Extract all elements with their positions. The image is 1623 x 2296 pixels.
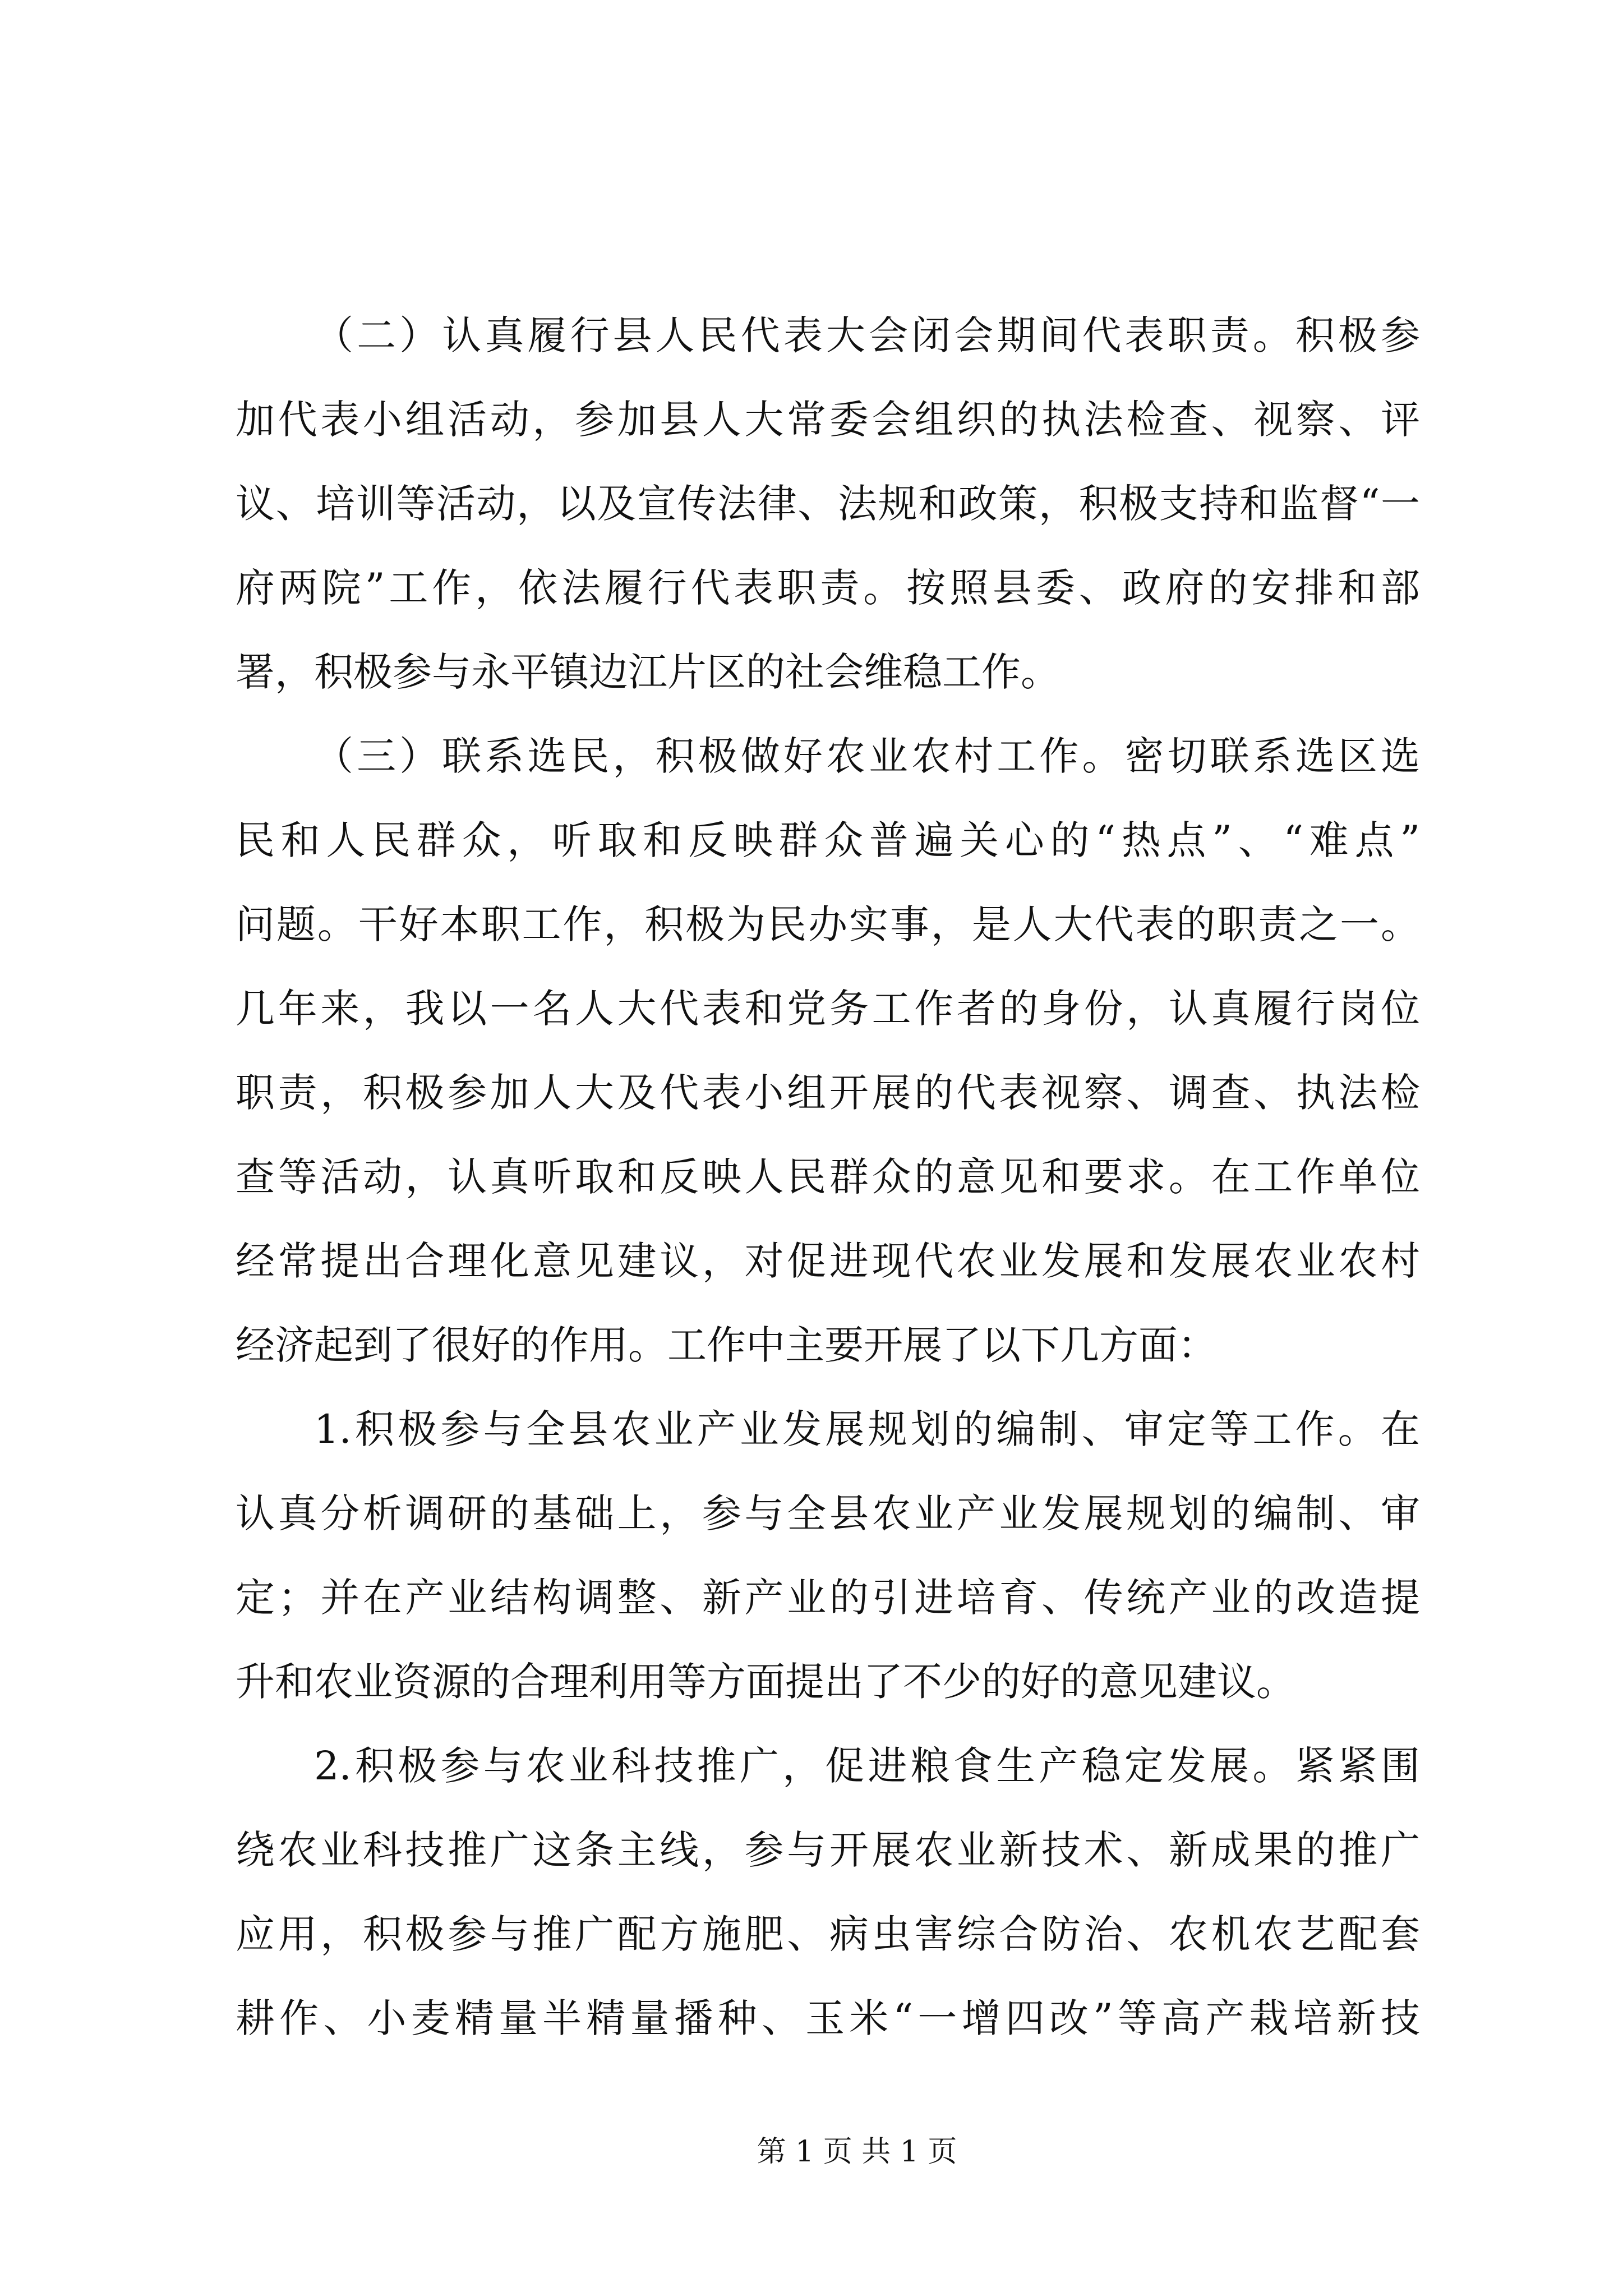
- text-line: 1.积极参与全县农业产业发展规划的编制、审定等工作。在: [314, 1406, 1420, 1452]
- text-line: 2.积极参与农业科技推广，促进粮食生产稳定发展。紧紧围: [314, 1743, 1420, 1789]
- document-body: [236, 293, 1420, 2060]
- text-line: 府两院”工作，依法履行代表职责。按照县委、政府的安排和部: [236, 565, 1420, 611]
- paragraph-contact-voters: [236, 714, 1420, 1387]
- text-line: 耕作、小麦精量半精量播种、玉米“一增四改”等高产栽培新技: [236, 1995, 1420, 2041]
- text-line: 署，积极参与永平镇边江片区的社会维稳工作。: [236, 649, 1060, 695]
- paragraph-item-1: [236, 1387, 1420, 1724]
- text-line: 议、培训等活动，以及宣传法律、法规和政策，积极支持和监督“一: [236, 481, 1420, 527]
- text-line: 几年来，我以一名人大代表和党务工作者的身份，认真履行岗位: [236, 986, 1420, 1032]
- text-line: 问题。干好本职工作，积极为民办实事，是人大代表的职责之一。: [236, 901, 1420, 947]
- paragraph-item-2: [236, 1724, 1420, 2060]
- text-line: 职责，积极参加人大及代表小组开展的代表视察、调查、执法检: [236, 1070, 1420, 1116]
- text-line: 民和人民群众，听取和反映群众普遍关心的“热点”、“难点”: [236, 817, 1420, 863]
- text-line: 定；并在产业结构调整、新产业的引进培育、传统产业的改造提: [236, 1575, 1420, 1621]
- text-line: （二）认真履行县人民代表大会闭会期间代表职责。积极参: [314, 312, 1420, 358]
- text-line: 应用，积极参与推广配方施肥、病虫害综合防治、农机农艺配套: [236, 1911, 1420, 1957]
- text-line: 加代表小组活动，参加县人大常委会组织的执法检查、视察、评: [236, 397, 1420, 443]
- text-line: 绕农业科技推广这条主线，参与开展农业新技术、新成果的推广: [236, 1827, 1420, 1873]
- text-line: 经济起到了很好的作用。工作中主要开展了以下几方面：: [236, 1322, 1217, 1368]
- page-number-footer: 第 1 页 共 1 页: [757, 2135, 957, 2169]
- text-line: 升和农业资源的合理利用等方面提出了不少的好的意见建议。: [236, 1659, 1295, 1705]
- paragraph-representative-duties: [236, 293, 1420, 714]
- text-line: 认真分析调研的基础上，参与全县农业产业发展规划的编制、审: [236, 1490, 1420, 1536]
- text-line: （三）联系选民，积极做好农业农村工作。密切联系选区选: [314, 733, 1420, 779]
- text-line: 经常提出合理化意见建议，对促进现代农业发展和发展农业农村: [236, 1238, 1420, 1284]
- text-line: 查等活动，认真听取和反映人民群众的意见和要求。在工作单位: [236, 1154, 1420, 1200]
